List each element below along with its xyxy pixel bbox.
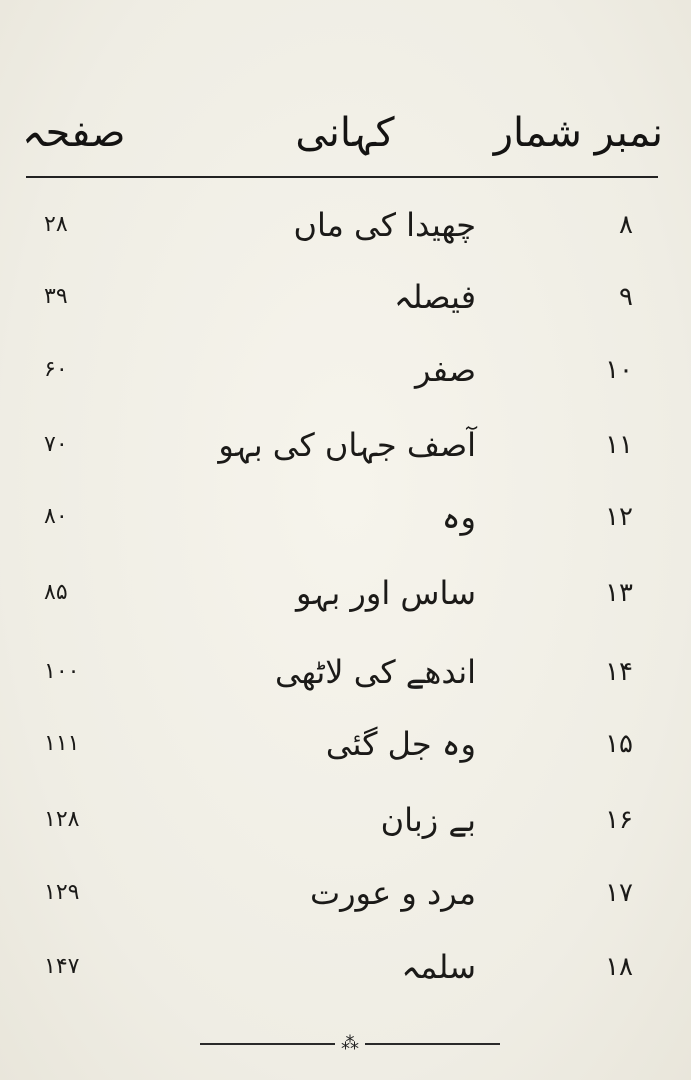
contents-row xyxy=(0,724,691,784)
entry-title: ساس اور بہو xyxy=(296,574,476,612)
contents-row xyxy=(0,497,691,557)
contents-row xyxy=(0,873,691,933)
entry-page: ۸۰ xyxy=(44,504,68,529)
entry-page: ۶۰ xyxy=(44,357,68,382)
entry-title: صفر xyxy=(414,351,476,389)
contents-row xyxy=(0,652,691,712)
entry-number: ۱۸ xyxy=(605,952,633,982)
entry-number: ۱۱ xyxy=(605,430,633,460)
entry-page: ۷۰ xyxy=(44,432,68,457)
entry-number: ۱۵ xyxy=(605,729,633,759)
contents-row xyxy=(0,205,691,265)
entry-number: ۱۷ xyxy=(605,878,633,908)
number-column-heading: نمبر شمار xyxy=(493,110,663,156)
entry-page: ۱۰۰ xyxy=(44,659,80,684)
entry-title: فیصلہ xyxy=(393,278,476,316)
fleuron-icon: ⁂ xyxy=(341,1033,359,1054)
entry-number: ۸ xyxy=(619,210,633,240)
contents-row xyxy=(0,277,691,337)
contents-row xyxy=(0,800,691,860)
entry-number: ۱۰ xyxy=(605,355,633,385)
entry-title: وہ جل گئی xyxy=(325,725,476,763)
contents-row xyxy=(0,350,691,410)
entry-page: ۱۲۹ xyxy=(44,880,80,905)
entry-page: ۱۲۸ xyxy=(44,807,80,832)
end-ornament xyxy=(200,1032,500,1056)
entry-page: ۲۸ xyxy=(44,212,68,237)
entry-title: اندھے کی لاٹھی xyxy=(274,653,476,691)
contents-row xyxy=(0,425,691,485)
entry-title: آصف جہاں کی بہو xyxy=(218,426,476,464)
entry-title: سلمہ xyxy=(401,948,476,986)
contents-row xyxy=(0,573,691,633)
entry-page: ۳۹ xyxy=(44,284,68,309)
entry-page: ۱۱۱ xyxy=(44,731,80,756)
entry-title: وہ xyxy=(441,498,476,536)
entry-number: ۱۲ xyxy=(605,502,633,532)
entry-number: ۱۳ xyxy=(605,578,633,608)
entry-number: ۱۴ xyxy=(605,657,633,687)
entry-number: ۹ xyxy=(619,282,633,312)
contents-header xyxy=(0,100,691,180)
story-column-heading: کہانی xyxy=(295,110,395,156)
contents-row xyxy=(0,947,691,1007)
header-divider xyxy=(26,176,658,178)
entry-title: بے زبان xyxy=(380,801,476,839)
entry-page: ۱۴۷ xyxy=(44,954,80,979)
entry-page: ۸۵ xyxy=(44,580,68,605)
ornament-line-left xyxy=(200,1043,335,1045)
entry-title: چھیدا کی ماں xyxy=(293,206,476,244)
entry-number: ۱۶ xyxy=(605,805,633,835)
page-column-heading: صفحہ xyxy=(22,110,126,156)
entry-title: مرد و عورت xyxy=(309,874,476,912)
ornament-line-right xyxy=(365,1043,500,1045)
